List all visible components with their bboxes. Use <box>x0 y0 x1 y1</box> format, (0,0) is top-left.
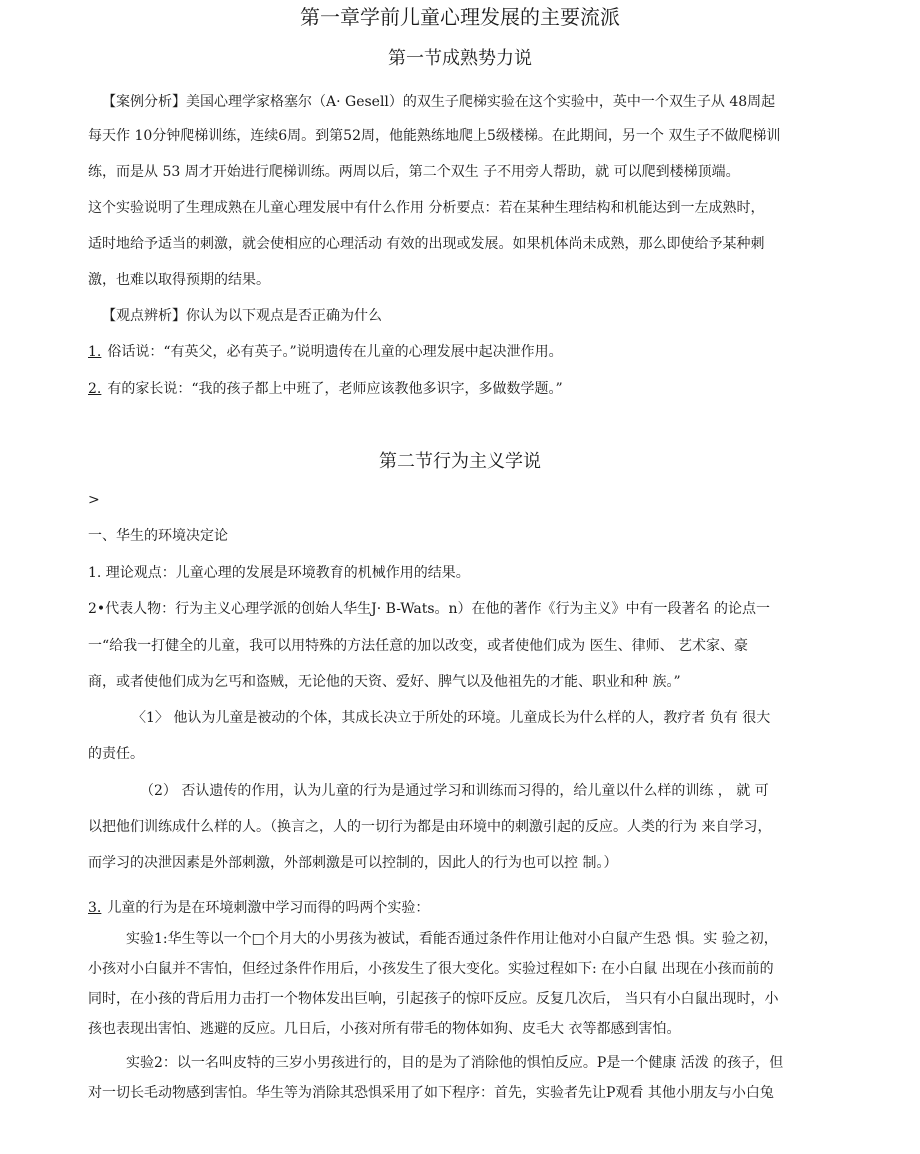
list-item-text: 儿童的行为是在环境刺激中学习而得的吗两个实验： <box>107 900 430 916</box>
list-item <box>88 898 429 918</box>
paragraph-line: 练，而是从 53 周才开始进行爬梯训练。两周以后，第二个双生 子不用旁人帮助，就 可以爬到楼梯顶端。 <box>88 164 740 180</box>
paragraph-line: 商，或者使他们成为乞丐和盗贼，无论他的天资、爱好、脾气以及他祖先的才能、职业和种 族。” <box>88 674 681 690</box>
list-item-text: 俗话说：“有英父，必有英子。”说明遗传在儿童的心理发展中起决泄作用。 <box>107 344 563 360</box>
list-item-number: 3. <box>88 900 102 916</box>
paragraph-line: 激，也难以取得预期的结果。 <box>88 272 270 288</box>
paragraph-line: 孩也表现出害怕、逃避的反应。几日后，小孩对所有带毛的物体如狗、皮毛大 衣等都感到害怕。 <box>88 1021 681 1037</box>
list-item-number: 1. <box>88 344 102 360</box>
list-item-text: 有的家长说：“我的孩子都上中班了，老师应该教他多识字，多做数学题。” <box>107 381 563 397</box>
paragraph-line: 以把他们训练成什么样的人。（换言之，人的一切行为都是由环境中的刺激引起的反应。人类的行为 来自学习， <box>88 819 772 835</box>
list-item-number: 2. <box>88 381 102 397</box>
paragraph-line: 实验2：以一名叫皮特的三岁小男孩进行的，目的是为了消除他的惧怕反应。P是一个健康 活泼 的孩子，但 <box>126 1055 784 1071</box>
section-heading-behaviorism: 第二节行为主义学说 <box>379 451 541 472</box>
paragraph-line: 的责任。 <box>88 746 144 762</box>
paragraph-line: 1. 理论观点：儿童心理的发展是环境教育的机械作用的结果。 <box>88 565 470 581</box>
paragraph-line: 一“给我一打健全的儿童，我可以用特殊的方法任意的加以改变，或者使他们成为 医生、律师、 艺术家、豪 <box>88 638 749 654</box>
page-title: 第一章学前儿童心理发展的主要流派 <box>300 5 620 29</box>
list-item <box>88 342 563 362</box>
paragraph-line: 【观点辨析】你认为以下观点是否正确为什么 <box>102 308 382 324</box>
subheading: 一、华生的环境决定论 <box>88 528 228 544</box>
paragraph-line: 而学习的决泄因素是外部刺激，外部刺激是可以控制的，因此人的行为也可以控 制。） <box>88 855 618 871</box>
paragraph-line: 每天作 10分钟爬梯训练，连续6周。到第52周，他能熟练地爬上5级楼梯。在此期间，另一个 双生子不做爬梯训 <box>88 128 781 144</box>
paragraph-line: 这个实验说明了生理成熟在儿童心理发展中有什么作用 分析要点：若在某种生理结构和机能达到一左成熟时， <box>88 200 765 216</box>
paragraph-line: 实验1:华生等以一个□个月大的小男孩为被试，看能否通过条件作用让他对小白鼠产生恐 惧。实 验之初， <box>126 931 778 947</box>
paragraph-line: 适时地给予适当的刺激，就会使相应的心理活动 有效的出现或发展。如果机体尚未成熟，那么即使给予某种刺 <box>88 236 765 252</box>
paragraph-line: 小孩对小白鼠并不害怕，但经过条件作用后，小孩发生了很大变化。实验过程如下: 在小白鼠 出现在小孩而前的 <box>88 961 774 977</box>
paragraph-line: （2） 否认遗传的作用，认为儿童的行为是通过学习和训练而习得的，给儿童以什么样的训练 ， 就 可 <box>140 783 769 799</box>
paragraph-line: 对一切长毛动物感到害怕。华生等为消除其恐惧采用了如下程序：首先，实验者先让P观看 其他小朋友与小白兔 <box>88 1085 774 1101</box>
paragraph-line: 同时，在小孩的背后用力击打一个物体发出巨响，引起孩子的惊吓反应。反复几次后， 当只有小白鼠出现时，小 <box>88 991 779 1007</box>
list-item <box>88 379 563 399</box>
paragraph-line: 2•代表人物：行为主义心理学派的创始人华生J· B-Wats。n）在他的著作《行为主义》中有一段著名 的论点一 <box>88 601 770 617</box>
section-heading-maturation: 第一节成熟势力说 <box>388 48 532 69</box>
chevron-right-icon: > <box>88 492 100 508</box>
paragraph-line: 【案例分析】美国心理学家格塞尔（A· Gesell）的双生子爬梯实验在这个实验中，英中一个双生子从 48周起 <box>102 94 776 110</box>
paragraph-line: 〈1〉 他认为儿童是被动的个体，其成长决立于所处的环境。儿童成长为什么样的人，教疗者 负有 很大 <box>132 710 771 726</box>
